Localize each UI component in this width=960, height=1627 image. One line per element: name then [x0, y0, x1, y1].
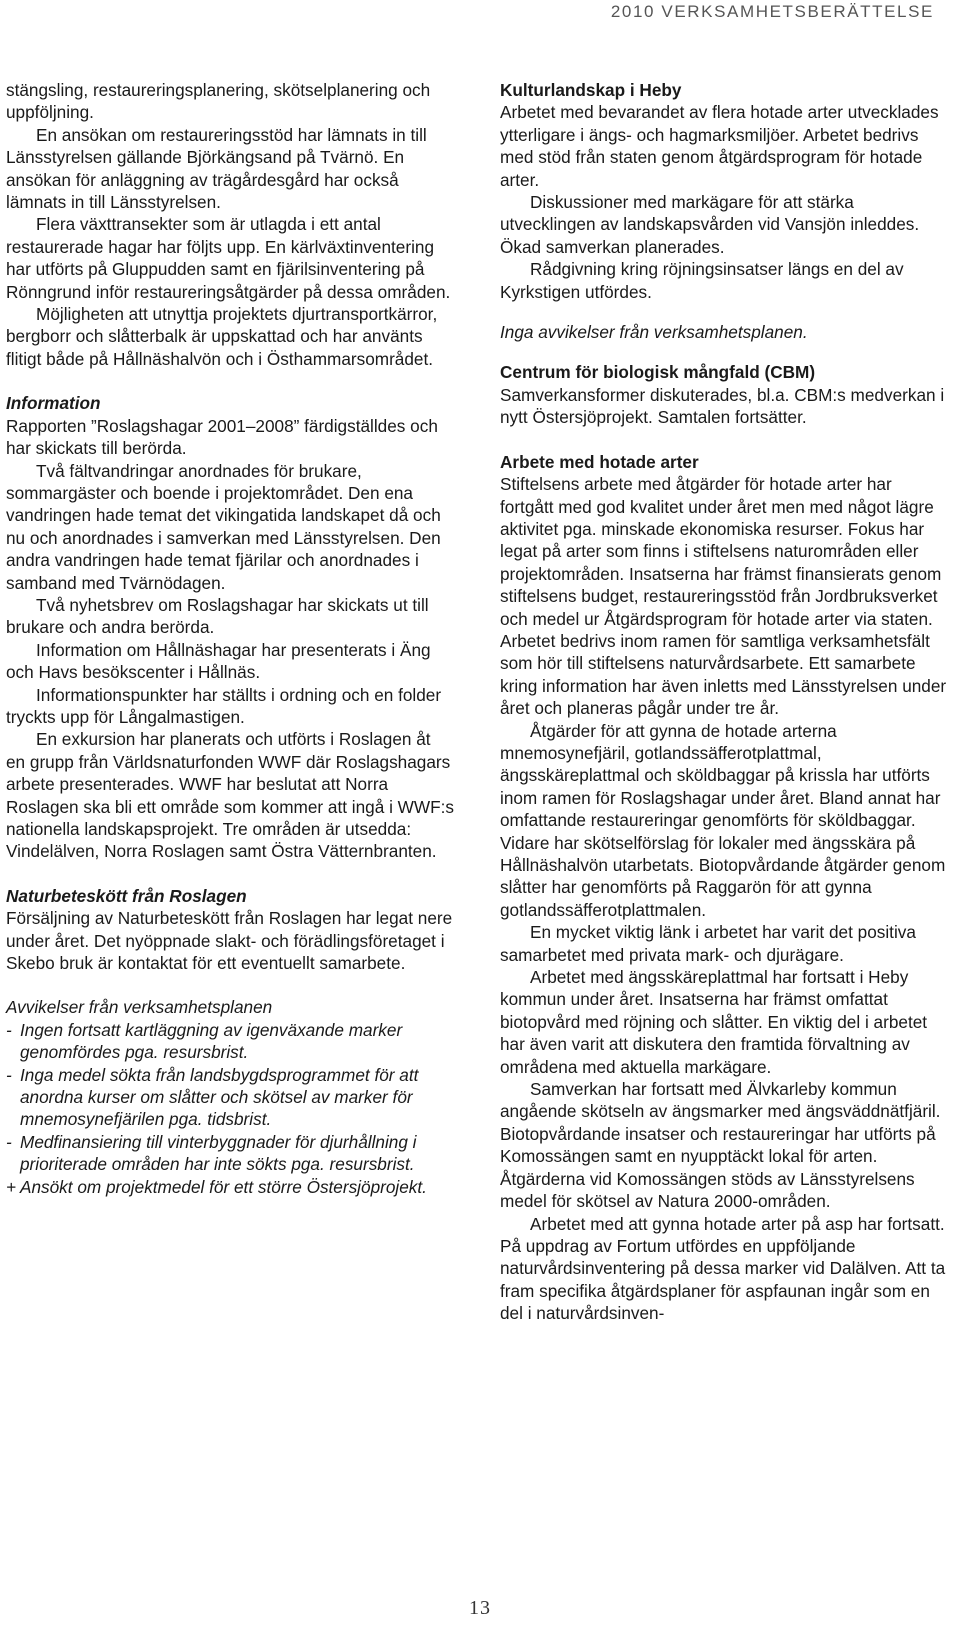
paragraph: Möjligheten att utnyttja projektets djurtransportkärror, bergborr och slåtterbalk är uppskattad och har använts flitigt både på Hållnäshalvön och i Östhammarsområdet. [6, 304, 438, 369]
paragraph: Rapporten ”Roslagshagar 2001–2008” färdigställdes och har skickats till berörda. [6, 415, 438, 459]
spacer [500, 429, 948, 451]
list-item [6, 1176, 454, 1198]
left-column [6, 79, 454, 1198]
paragraph: Informationspunkter har ställts i ordning och en folder tryckts upp för Långalmastigen. [6, 684, 442, 727]
page-number: 13 [469, 1597, 491, 1619]
page-header [0, 0, 960, 24]
paragraph: Rådgivning kring röjningsinsatser längs en del av Kyrkstigen utfördes. [500, 259, 904, 302]
list-item [6, 1019, 454, 1064]
paragraph: Arbetet med ängsskäreplattmal har fortsatt i Heby kommun under året. Insatserna har främst omfattat biotopvård med röjning och slåtter. En viktig del i arbetet har även varit att diskutera den framtida förvaltning av områdena med aktuella markägare. [500, 967, 928, 1077]
section-heading-cbm: Centrum för biologisk mångfald (CBM) [500, 362, 816, 383]
paragraph: Samverkansformer diskuterades, bl.a. CBM:s medverkan i nytt Östersjöprojekt. Samtalen fortsätter. [500, 384, 945, 428]
list-item [6, 1131, 454, 1176]
running-title: 2010 VERKSAMHETSBERÄTTELSE [610, 2, 934, 21]
list-item [6, 1064, 454, 1131]
section-heading-hotade-arter: Arbete med hotade arter [500, 451, 699, 472]
note: Inga avvikelser från verksamhetsplanen. [500, 322, 808, 343]
paragraph: Information om Hållnäshagar har presenterats i Äng och Havs besökscenter i Hållnäs. [6, 639, 431, 683]
deviation-list [6, 1019, 454, 1198]
paragraph: stängsling, restaureringsplanering, skötselplanering och uppföljning. [6, 80, 431, 123]
paragraph: Åtgärder för att gynna de hotade arterna mnemosynefjäril, gotlandssäfferotplattmal, ängsskäreplattmal och sköldbaggar på krissla har utförts inom ramen för Roslagshagar under året. Bland annat har omfattande restaureringar genomförts för sköldbaggar. Vidare har skötselförslag för lokaler med ängsskära på Hållnäshalvön utarbetats. Biotopvårdande åtgärder genom slåtter har genomförts på Raggarön för att gynna gotlandssäfferotplattmalen. [500, 720, 946, 920]
list-item-text: Medfinansiering till vinterbyggnader för djurhållning i prioriterade områden har inte sökts pga. resursbrist. [20, 1131, 417, 1175]
paragraph: Flera växttransekter som är utlagda i ett antal restaurerade hagar har följts upp. En kärlväxtinventering har utförts på Gluppudden samt en fjärilsinventering på Rönngrund inför restaureringsåtgärder på dessa områden. [6, 214, 451, 302]
spacer [500, 303, 948, 321]
paragraph: Arbetet med att gynna hotade arter på asp har fortsatt. På uppdrag av Fortum utfördes en uppföljande naturvårdsinventering på dessa marker vid Dalälven. Att ta fram specifika åtgärdsplaner för aspfaunan ingår som en del i naturvårdsinven- [500, 1213, 946, 1324]
section-heading-avvikelser: Avvikelser från verksamhetsplanen [6, 997, 273, 1018]
paragraph: Diskussioner med markägare för att stärka utvecklingen av landskapsvården vid Vansjön inleddes. Ökad samverkan planerades. [500, 192, 920, 257]
paragraph: Två fältvandringar anordnades för brukare, sommargäster och boende i projektområdet. Den ena vandringen hade temat det vikingatida landskapet då och nu och anordnades i samverkan med Länsstyrelsen. Den andra vandringen hade temat fjärilar och anordnades i samband med Tvärnödagen. [6, 460, 441, 593]
spacer [6, 974, 454, 996]
list-mark: + [6, 1176, 17, 1197]
section-heading-kulturlandskap: Kulturlandskap i Heby [500, 80, 682, 100]
spacer [6, 863, 454, 885]
list-mark: - [6, 1131, 12, 1152]
list-item-text: Ansökt om projektmedel för ett större Östersjöprojekt. [20, 1176, 427, 1197]
section-heading-naturbeteskott: Naturbeteskött från Roslagen [6, 885, 247, 906]
paragraph: En exkursion har planerats och utförts i Roslagen åt en grupp från Världsnaturfonden WWF där Roslagshagars arbete presenterades. WWF har beslutat att Norra Roslagen ska bli ett område som kommer att ingå i WWF:s nationella landskapsprojekt. Tre områden är utsedda: Vindelälven, Norra Roslagen samt Östra Vätternbranten. [6, 729, 454, 862]
paragraph: En ansökan om restaureringsstöd har lämnats in till Länsstyrelsen gällande Björkängsand på Tvärnö. En ansökan för anläggning av trägårdesgård har också lämnats in till Länsstyrelsen. [6, 124, 427, 213]
section-heading-information: Information [6, 393, 101, 414]
paragraph: Två nyhetsbrev om Roslagshagar har skickats ut till brukare och andra berörda. [6, 594, 429, 638]
paragraph: En mycket viktig länk i arbetet har varit det positiva samarbetet med privata mark- och djurägare. [500, 922, 916, 965]
list-item-text: Inga medel sökta från landsbygdsprogrammet för att anordna kurser om slåtter och skötsel av marker för mnemosynefjärilen pga. tidsbrist. [20, 1064, 419, 1130]
spacer [6, 370, 454, 392]
paragraph: Stiftelsens arbete med åtgärder för hotade arter har fortgått med god kvalitet under året men med något lägre aktivitet pga. minskade ekonomiska resurser. Fokus har legat på arter som finns i stiftelsens naturområden eller projektområden. Insatserna har främst finansierats genom stiftelsens budget, restaureringsstöd från Jordbruksverket och medel ur Åtgärdsprogram för hotade arter via staten. Arbetet bedrivs inom ramen för samtliga verksamhetsfält som hör till stiftelsens naturvårdsarbete. Ett samarbete kring information har även inletts med Länsstyrelsen under året och planeras pågår under tre år. [500, 474, 947, 719]
list-mark: - [6, 1064, 12, 1085]
paragraph: Försäljning av Naturbeteskött från Roslagen har legat nere under året. Det nyöppnade slakt- och förädlingsföretaget i Skebo bruk är kontaktat för ett eventuellt samarbete. [6, 908, 453, 974]
list-item-text: Ingen fortsatt kartläggning av igenväxande marker genomfördes pga. resursbrist. [20, 1019, 403, 1063]
right-column [500, 79, 948, 1325]
paragraph: Samverkan har fortsatt med Älvkarleby kommun angående skötseln av ängsmarker med ängsväddnätfjäril. Biotopvårdande insatser och restaureringar har utförts på Komossängen samt en nyupptäckt lokal för arten. Åtgärderna vid Komossängen stöds av Länsstyrelsens medel för skötsel av Natura 2000-områden. [500, 1079, 941, 1212]
list-mark: - [6, 1019, 12, 1040]
paragraph: Arbetet med bevarandet av flera hotade arter utvecklades ytterligare i ängs- och hagmarksmiljöer. Arbetet bedrivs med stöd från staten genom åtgärdsprogram för hotade arter. [500, 102, 939, 190]
spacer [500, 343, 948, 361]
